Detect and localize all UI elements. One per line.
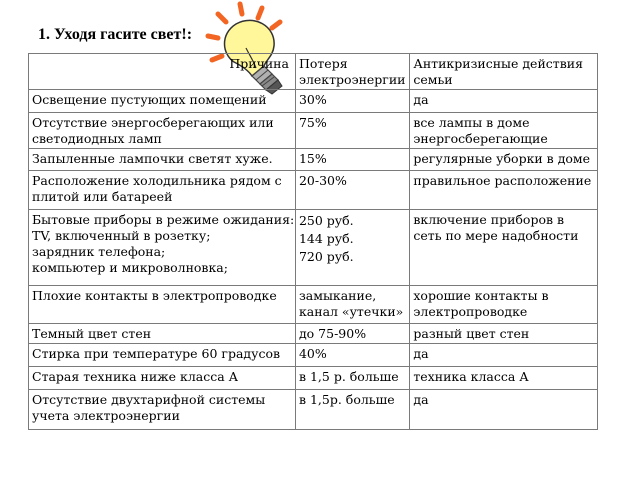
table-row [29, 149, 598, 171]
header-cause: Причина [29, 54, 296, 90]
cause-cell: Темный цвет стен [29, 324, 296, 344]
table-row [29, 210, 598, 286]
cause-line: Бытовые приборы в режиме ожидания: [32, 212, 295, 227]
cause-cell: Отсутствие энергосберегающих или светодиодных ламп [29, 113, 296, 149]
table-row [29, 367, 598, 390]
action-cell: разный цвет стен [410, 324, 598, 344]
cause-cell: Старая техника ниже класса А [29, 367, 296, 390]
table-row [29, 171, 598, 210]
page-title: 1. Уходя гасите свет!: [38, 26, 193, 43]
cause-cell: Стирка при температуре 60 градусов [29, 344, 296, 367]
action-cell: регулярные уборки в доме [410, 149, 598, 171]
table-header-row [29, 54, 598, 90]
action-cell: хорошие контакты в электропроводке [410, 286, 598, 324]
cause-cell: Освещение пустующих помещений [29, 90, 296, 113]
loss-line: 144 руб. [298, 231, 354, 246]
cause-cell [29, 210, 296, 286]
action-cell: правильное расположение [410, 171, 598, 210]
loss-cell: 40% [295, 344, 409, 367]
table-row [29, 324, 598, 344]
action-cell: да [410, 90, 598, 113]
cause-line: зарядник телефона; [32, 244, 166, 259]
table-row [29, 390, 598, 430]
header-loss: Потеря электроэнергии [295, 54, 409, 90]
table-row [29, 344, 598, 367]
cause-cell: Плохие контакты в электропроводке [29, 286, 296, 324]
table-row [29, 286, 598, 324]
action-cell: да [410, 390, 598, 430]
loss-cell: 20-30% [295, 171, 409, 210]
loss-cell: до 75-90% [295, 324, 409, 344]
loss-cell [295, 210, 409, 286]
loss-line: 250 руб. [298, 213, 354, 228]
loss-cell: 30% [295, 90, 409, 113]
loss-cell: в 1,5 р. больше [295, 367, 409, 390]
loss-cell: замыкание, канал «утечки» [295, 286, 409, 324]
cause-line: TV, включенный в розетку; [32, 228, 211, 243]
loss-cell: 15% [295, 149, 409, 171]
action-cell: да [410, 344, 598, 367]
action-cell: включение приборов в сеть по мере надобности [410, 210, 598, 286]
header-action: Антикризисные действия семьи [410, 54, 598, 90]
cause-cell: Расположение холодильника рядом с плитой или батареей [29, 171, 296, 210]
action-cell: техника класса А [410, 367, 598, 390]
loss-line: 720 руб. [298, 249, 354, 264]
loss-cell: 75% [295, 113, 409, 149]
cause-cell: Отсутствие двухтарифной системы учета электроэнергии [29, 390, 296, 430]
table-row [29, 113, 598, 149]
cause-cell: Запыленные лампочки светят хуже. [29, 149, 296, 171]
loss-cell: в 1,5р. больше [295, 390, 409, 430]
energy-loss-table [28, 53, 598, 430]
action-cell: все лампы в доме энергосберегающие [410, 113, 598, 149]
table-row [29, 90, 598, 113]
cause-line: компьютер и микроволновка; [32, 260, 228, 275]
